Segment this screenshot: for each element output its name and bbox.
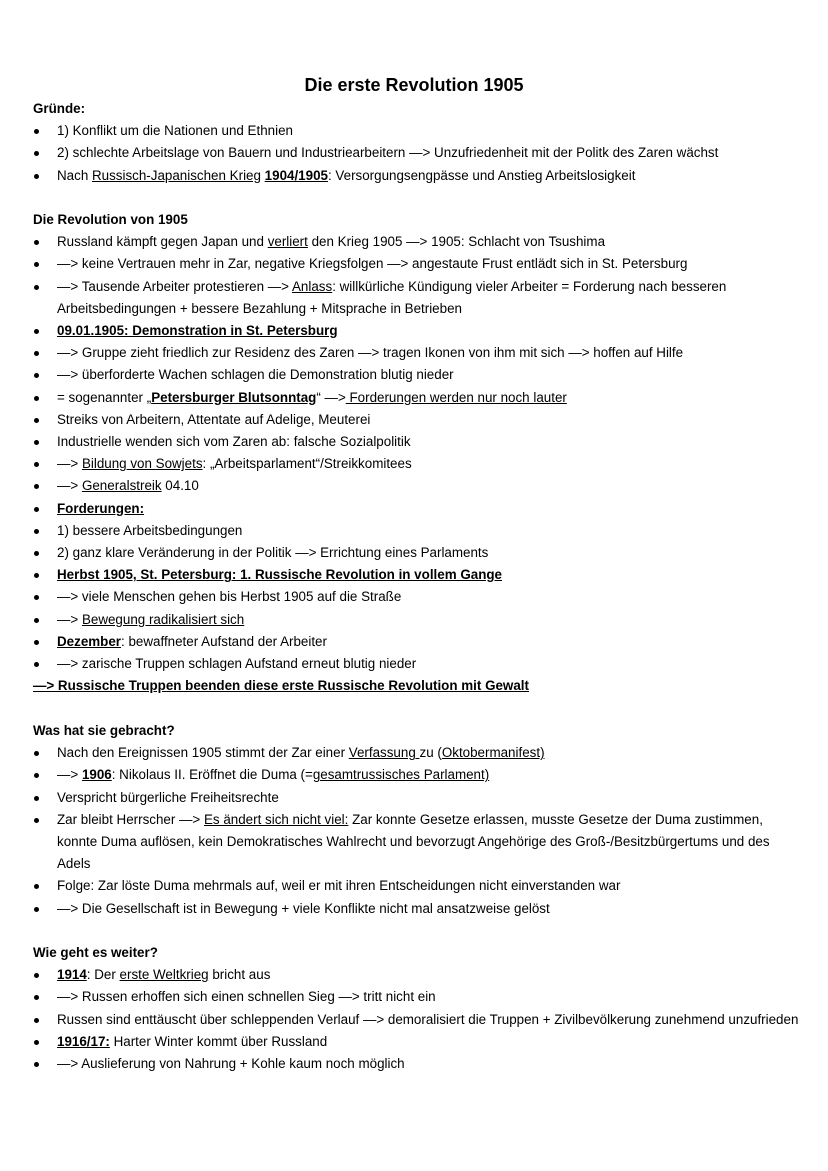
list-item: Herbst 1905, St. Petersburg: 1. Russische Revolution in vollem Gange: [33, 564, 803, 586]
list-item: —> Bildung von Sowjets: „Arbeitsparlament“/Streikkomitees: [33, 453, 803, 475]
section-heading: Die Revolution von 1905: [33, 212, 188, 227]
conclusion-line: —> Russische Truppen beenden diese erste Russische Revolution mit Gewalt: [33, 678, 529, 694]
list-item: Nach den Ereignissen 1905 stimmt der Zar einer Verfassung zu (Oktobermanifest): [33, 742, 803, 764]
list-item: —> keine Vertrauen mehr in Zar, negative Kriegsfolgen —> angestaute Frust entlädt sich in St. Petersburg: [33, 253, 803, 275]
section-heading: Wie geht es weiter?: [33, 945, 158, 960]
list-item: —> überforderte Wachen schlagen die Demonstration blutig nieder: [33, 364, 803, 386]
list-item: 1) bessere Arbeitsbedingungen: [33, 520, 803, 542]
section-gruende: [33, 98, 803, 187]
list-item: Dezember: bewaffneter Aufstand der Arbeiter: [33, 631, 803, 653]
list-item: 1) Konflikt um die Nationen und Ethnien: [33, 120, 803, 142]
list-item: —> Russen erhoffen sich einen schnellen Sieg —> tritt nicht ein: [33, 986, 803, 1008]
list-item: 1916/17: Harter Winter kommt über Russland: [33, 1031, 803, 1053]
list-item: —> zarische Truppen schlagen Aufstand erneut blutig nieder: [33, 653, 803, 675]
list-item: Russland kämpft gegen Japan und verliert den Krieg 1905 —> 1905: Schlacht von Tsushima: [33, 231, 803, 253]
bullet-list: [33, 964, 803, 1075]
list-item: Verspricht bürgerliche Freiheitsrechte: [33, 787, 803, 809]
list-item: Folge: Zar löste Duma mehrmals auf, weil er mit ihren Entscheidungen nicht einverstanden war: [33, 875, 803, 897]
page-title: Die erste Revolution 1905: [304, 75, 524, 95]
bullet-list: [33, 120, 803, 187]
list-item: 09.01.1905: Demonstration in St. Petersburg: [33, 320, 803, 342]
list-item: —> Tausende Arbeiter protestieren —> Anlass: willkürliche Kündigung vieler Arbeiter = Forderung nach besseren Arbeitsbedingungen + bessere Bezahlung + Mitsprache in Betrieben: [33, 276, 803, 320]
list-item: Industrielle wenden sich vom Zaren ab: falsche Sozialpolitik: [33, 431, 803, 453]
section-heading: Gründe:: [33, 101, 86, 116]
list-item: 2) schlechte Arbeitslage von Bauern und Industriearbeitern —> Unzufriedenheit mit der Politk des Zaren wächst: [33, 142, 803, 164]
list-item: —> Generalstreik 04.10: [33, 475, 803, 497]
list-item: —> viele Menschen gehen bis Herbst 1905 auf die Straße: [33, 586, 803, 608]
list-item: Nach Russisch-Japanischen Krieg 1904/1905: Versorgungsengpässe und Anstieg Arbeitslosigkeit: [33, 165, 803, 187]
section-wie-geht-es-weiter: [33, 942, 803, 1075]
list-item: —> Bewegung radikalisiert sich: [33, 609, 803, 631]
list-item: 2) ganz klare Veränderung in der Politik —> Errichtung eines Parlaments: [33, 542, 803, 564]
list-item: —> Auslieferung von Nahrung + Kohle kaum noch möglich: [33, 1053, 803, 1075]
list-item: 1914: Der erste Weltkrieg bricht aus: [33, 964, 803, 986]
list-item: Streiks von Arbeitern, Attentate auf Adelige, Meuterei: [33, 409, 803, 431]
list-item: —> 1906: Nikolaus II. Eröffnet die Duma (=gesamtrussisches Parlament): [33, 764, 803, 786]
bullet-list: [33, 742, 803, 920]
list-item: Zar bleibt Herrscher —> Es ändert sich nicht viel: Zar konnte Gesetze erlassen, musste Gesetze der Duma zustimmen, konnte Duma auflösen, kein Demokratisches Wahlrecht und bevorzugt Angehörige des Groß-/Besitzbürgertums und des Adels: [33, 809, 803, 876]
section-revolution-1905: [33, 209, 803, 697]
section-heading: Was hat sie gebracht?: [33, 723, 175, 738]
section-ergebnisse: [33, 720, 803, 920]
list-item: Forderungen:: [33, 498, 803, 520]
list-item: = sogenannter „Petersburger Blutsonntag“ —> Forderungen werden nur noch lauter: [33, 387, 803, 409]
list-item: —> Die Gesellschaft ist in Bewegung + viele Konflikte nicht mal ansatzweise gelöst: [33, 898, 803, 920]
bullet-list: [33, 231, 803, 675]
list-item: Russen sind enttäuscht über schleppenden Verlauf —> demoralisiert die Truppen + Zivilbevölkerung zunehmend unzufrieden: [33, 1009, 803, 1031]
list-item: —> Gruppe zieht friedlich zur Residenz des Zaren —> tragen Ikonen von ihm mit sich —> hoffen auf Hilfe: [33, 342, 803, 364]
